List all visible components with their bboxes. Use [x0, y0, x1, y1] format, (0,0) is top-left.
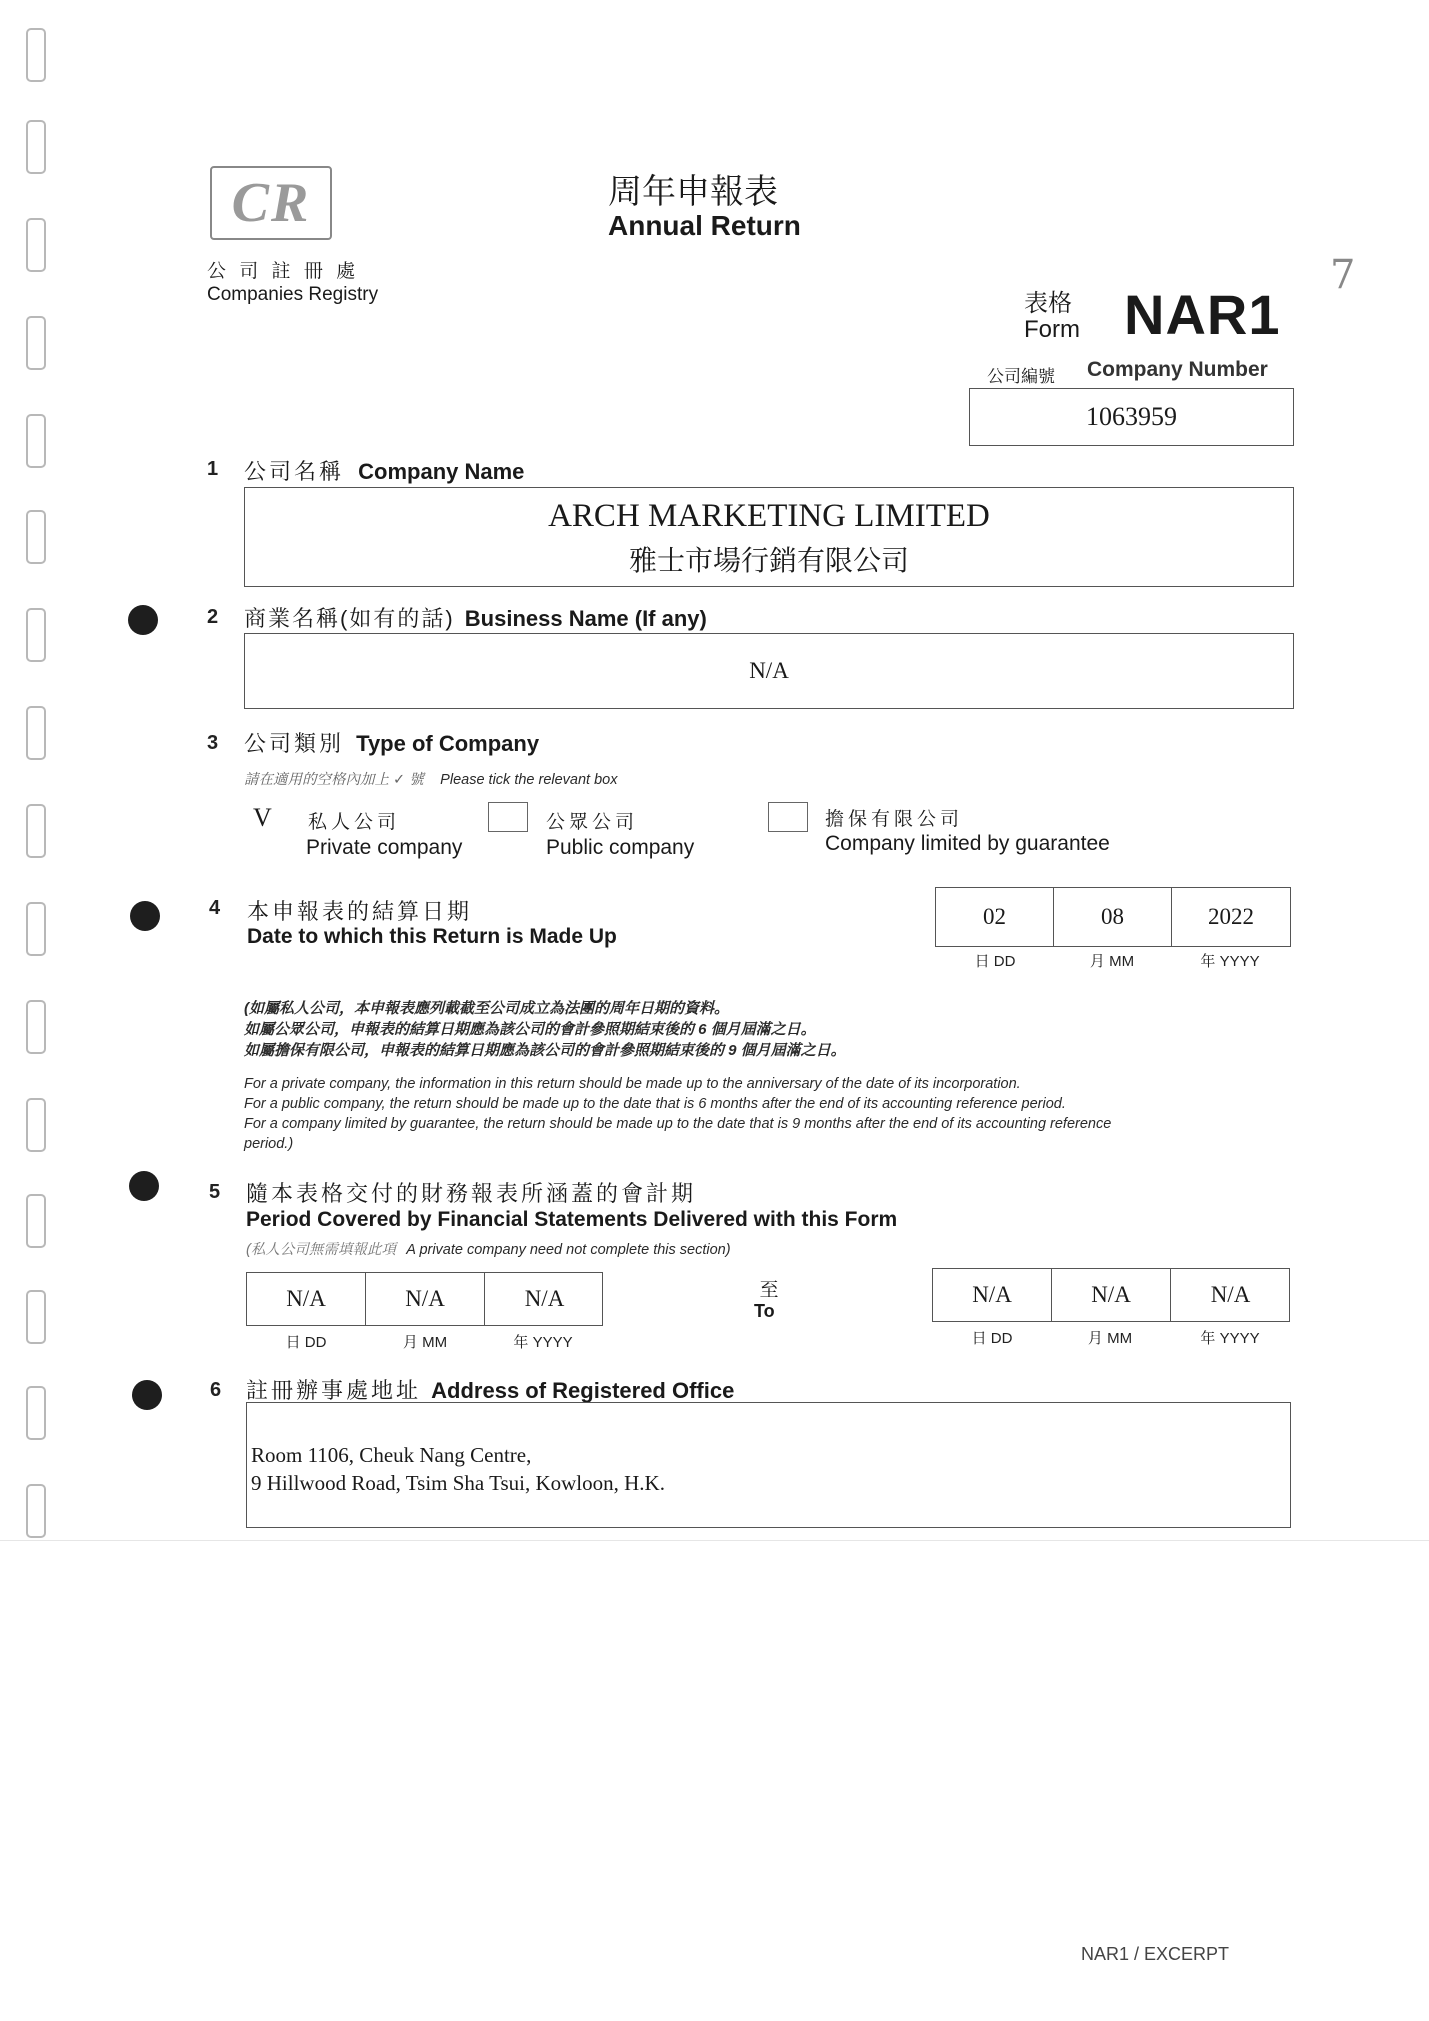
period-from-month: N/A — [366, 1273, 485, 1325]
section-1-title-zh: 公司名稱 — [244, 459, 345, 484]
section-4-title-zh: 本申報表的結算日期 — [247, 899, 473, 924]
guarantee-company-label-zh: 擔保有限公司 — [825, 809, 964, 830]
section-5-note — [246, 1238, 731, 1259]
scan-page-edge — [0, 1540, 1429, 1541]
form-title-en: Annual Return — [608, 210, 801, 241]
address-line-1: Room 1106, Cheuk Nang Centre, — [251, 1443, 532, 1467]
section-4-note-zh: (如屬私人公司，本申報表應列載截至公司成立為法團的周年日期的資料。 — [244, 1000, 729, 1017]
binder-hole — [26, 218, 46, 272]
period-to-month: N/A — [1052, 1269, 1171, 1321]
period-to-year: N/A — [1210, 1282, 1251, 1307]
form-title-zh: 周年申報表 — [608, 172, 778, 212]
return-date-field[interactable] — [935, 887, 1291, 947]
section-6-title — [246, 1374, 734, 1405]
period-to-month-unit: 月 MM — [1087, 1330, 1133, 1347]
section-4-notes-en — [244, 1074, 1111, 1154]
form-label-en: Form — [1024, 316, 1080, 343]
section-5-title-en: Period Covered by Financial Statements Delivered with this Form — [246, 1208, 898, 1231]
section-4-note-zh: 如屬公眾公司，申報表的結算日期應為該公司的會計參照期結束後的 6 個月屆滿之日。 — [244, 1021, 816, 1038]
section-2-number: 2 — [207, 606, 219, 628]
period-to-field[interactable] — [932, 1268, 1290, 1322]
corner-mark: 7 — [1330, 252, 1356, 298]
binder-hole — [26, 706, 46, 760]
period-from-year-unit: 年 YYYY — [513, 1334, 573, 1351]
company-number-field[interactable] — [969, 388, 1294, 446]
public-company-label-en: Public company — [546, 836, 695, 859]
section-4-bullet — [130, 901, 160, 931]
section-5-note-zh: (私人公司無需填報此項 — [246, 1242, 396, 1258]
section-4-note-zh: 如屬擔保有限公司，申報表的結算日期應為該公司的會計參照期結束後的 9 個月屆滿之日。 — [244, 1042, 846, 1059]
section-4-notes-zh — [244, 998, 846, 1061]
section-3-title-zh: 公司類別 — [244, 731, 345, 756]
section-3-instruction — [244, 768, 618, 789]
return-date-month-unit: 月 MM — [1089, 953, 1135, 970]
period-to-day: N/A — [933, 1269, 1052, 1321]
section-4-title-en: Date to which this Return is Made Up — [247, 925, 617, 948]
binder-hole — [26, 902, 46, 956]
binder-hole — [26, 1484, 46, 1538]
binder-hole — [26, 1194, 46, 1248]
binder-hole — [26, 608, 46, 662]
binder-hole — [26, 1000, 46, 1054]
section-6-number: 6 — [210, 1379, 222, 1401]
period-to-label-en: To — [754, 1301, 775, 1321]
period-from-month-unit: 月 MM — [402, 1334, 448, 1351]
period-from-year: N/A — [524, 1286, 565, 1311]
private-company-tick: V — [253, 803, 272, 832]
company-number-label-zh: 公司編號 — [987, 367, 1055, 386]
section-2-bullet — [128, 605, 158, 635]
company-name-field[interactable] — [244, 487, 1294, 587]
section-4-note-en: For a public company, the return should be made up to the date that is 6 months after the end of its accounting reference period. — [244, 1096, 1066, 1112]
binder-hole — [26, 804, 46, 858]
return-date-year-unit: 年 YYYY — [1200, 953, 1260, 970]
section-5-number: 5 — [209, 1181, 221, 1203]
section-4-number: 4 — [209, 897, 221, 919]
binder-hole — [26, 316, 46, 370]
registry-name-zh: 公 司 註 冊 處 — [207, 261, 360, 282]
business-name-value: N/A — [749, 658, 789, 683]
binder-hole — [26, 1290, 46, 1344]
binder-hole — [26, 28, 46, 82]
section-1-title-en: Company Name — [358, 459, 525, 484]
private-company-checkbox[interactable] — [244, 802, 284, 832]
period-to-year-unit: 年 YYYY — [1200, 1330, 1260, 1347]
guarantee-company-checkbox[interactable] — [768, 802, 808, 832]
binder-hole — [26, 1098, 46, 1152]
business-name-field[interactable] — [244, 633, 1294, 709]
period-from-day: N/A — [247, 1273, 366, 1325]
section-6-bullet — [132, 1380, 162, 1410]
company-name-en: ARCH MARKETING LIMITED — [548, 498, 990, 534]
registered-office-address-field[interactable] — [246, 1402, 1291, 1528]
section-2-title-zh: 商業名稱(如有的話) — [244, 606, 455, 631]
section-3-instruction-en: Please tick the relevant box — [440, 772, 618, 788]
section-5-note-en: A private company need not complete this section) — [406, 1242, 731, 1258]
return-date-month: 08 — [1054, 888, 1172, 946]
binder-hole — [26, 1386, 46, 1440]
public-company-checkbox[interactable] — [488, 802, 528, 832]
section-1-title — [244, 455, 524, 486]
section-3-number: 3 — [207, 732, 219, 754]
company-number-label-en: Company Number — [1087, 358, 1268, 381]
cr-logo-text: CR — [231, 172, 311, 234]
period-from-day-unit: 日 DD — [285, 1334, 327, 1351]
address-line-2: 9 Hillwood Road, Tsim Sha Tsui, Kowloon, H.K. — [251, 1471, 665, 1495]
period-to-label-zh: 至 — [759, 1280, 779, 1301]
section-5-bullet — [129, 1171, 159, 1201]
section-4-note-en: For a private company, the information in this return should be made up to the anniversary of the date of its incorporation. — [244, 1076, 1021, 1092]
return-date-year: 2022 — [1208, 904, 1254, 929]
section-6-title-en: Address of Registered Office — [431, 1378, 735, 1403]
binder-hole — [26, 510, 46, 564]
return-date-day: 02 — [936, 888, 1054, 946]
section-2-title — [244, 602, 707, 633]
return-date-day-unit: 日 DD — [974, 953, 1016, 970]
section-4-note-en: period.) — [244, 1136, 294, 1152]
binder-hole — [26, 120, 46, 174]
form-code: NAR1 — [1124, 283, 1281, 346]
section-4-note-en: For a company limited by guarantee, the return should be made up to the date that is 9 months after the end of its accounting reference — [244, 1116, 1112, 1132]
section-2-title-en: Business Name (If any) — [464, 606, 707, 631]
section-6-title-zh: 註冊辦事處地址 — [246, 1378, 422, 1403]
binder-hole — [26, 414, 46, 468]
guarantee-company-label-en: Company limited by guarantee — [825, 832, 1110, 855]
private-company-label-zh: 私人公司 — [308, 812, 401, 833]
form-label-zh: 表格 — [1024, 290, 1072, 317]
section-3-title — [244, 727, 539, 758]
cr-logo — [210, 166, 332, 240]
section-1-number: 1 — [207, 458, 219, 480]
footer-label: NAR1 / EXCERPT — [1081, 1944, 1230, 1964]
section-3-title-en: Type of Company — [356, 731, 540, 756]
section-3-instruction-zh: 請在適用的空格內加上 ✓ 號 — [244, 772, 424, 788]
public-company-label-zh: 公眾公司 — [546, 812, 639, 833]
period-to-day-unit: 日 DD — [971, 1330, 1013, 1347]
registry-name-en: Companies Registry — [207, 284, 379, 305]
section-5-title-zh: 隨本表格交付的財務報表所涵蓋的會計期 — [246, 1181, 697, 1206]
private-company-label-en: Private company — [306, 836, 463, 859]
company-name-zh: 雅士市場行銷有限公司 — [628, 544, 909, 577]
company-number-value: 1063959 — [1086, 402, 1177, 431]
period-from-field[interactable] — [246, 1272, 603, 1326]
